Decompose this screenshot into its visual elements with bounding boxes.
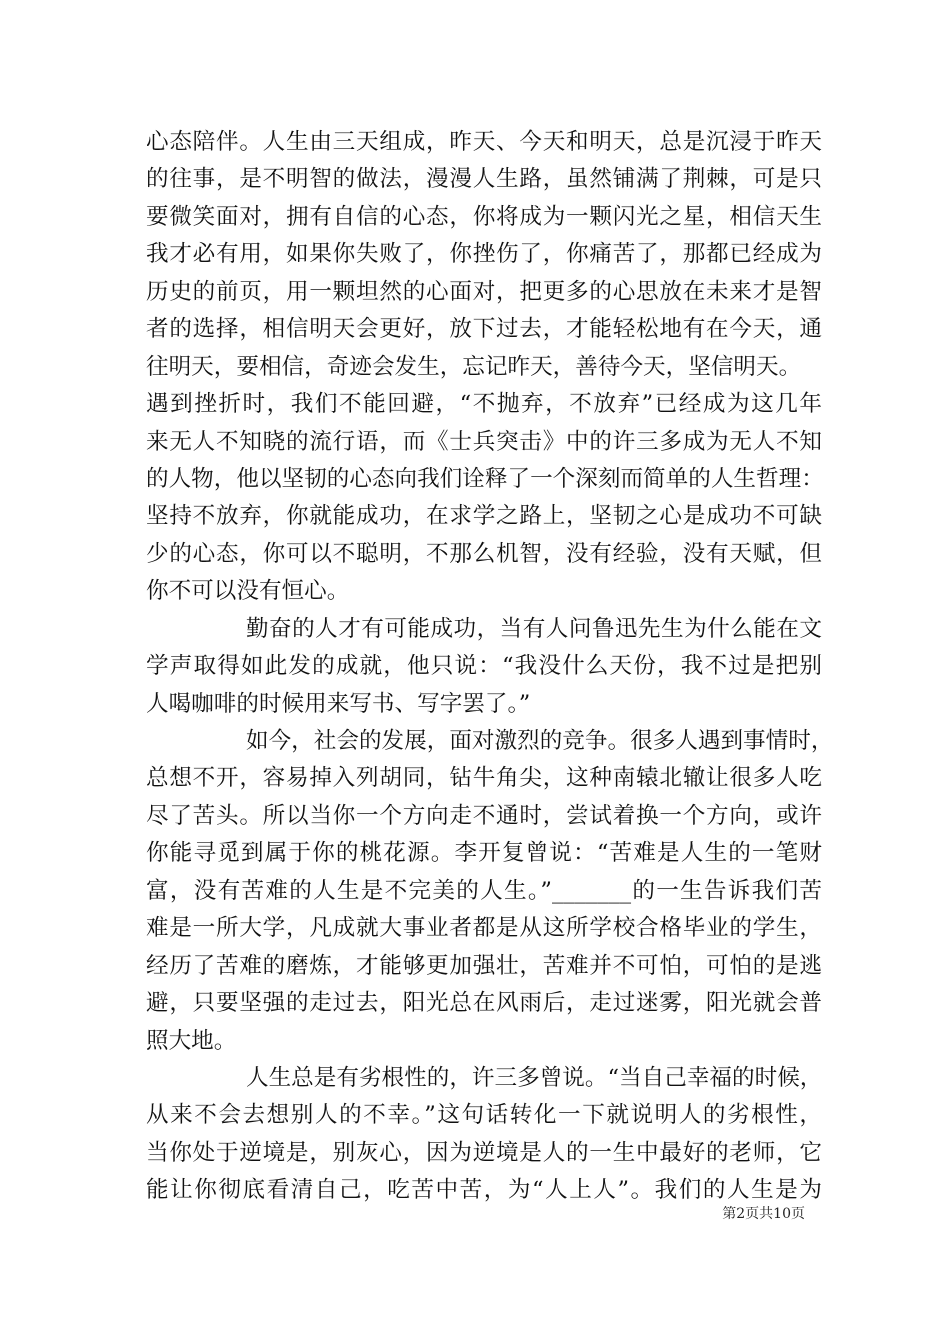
text-line: 要微笑面对，拥有自信的心态，你将成为一颗闪光之星，相信天生 [146,203,822,230]
text-line: 照大地。 [146,1027,237,1054]
text-line: 心态陪伴。人生由三天组成，昨天、今天和明天，总是沉浸于昨天 [146,129,822,155]
page-number-footer: 第2页共10页 [722,1206,805,1222]
text-line: 学声取得如此发的成就，他只说：“我没什么天份，我不过是把别 [146,653,822,680]
text-line: 你能寻觅到属于你的桃花源。李开复曾说：“苦难是人生的一笔财 [146,840,822,867]
text-line: 人喝咖啡的时候用来写书、写字罢了。” [146,690,531,717]
text-line: 能让你彻底看清自己，吃苦中苦，为“人上人”。我们的人生是为 [146,1177,822,1204]
text-line: 来无人不知晓的流行语，而《士兵突击》中的许三多成为无人不知 [146,428,822,455]
text-line: 我才必有用，如果你失败了，你挫伤了，你痛苦了，那都已经成为 [146,241,822,268]
text-line: 避，只要坚强的走过去，阳光总在风雨后，走过迷雾，阳光就会普 [146,990,822,1017]
text-line: 历史的前页，用一颗坦然的心面对，把更多的心思放在未来才是智 [146,278,822,305]
text-line: 你不可以没有恒心。 [146,578,350,605]
body-text [146,124,834,1210]
text-line: 难是一所大学，凡成就大事业者都是从这所学校合格毕业的学生， [146,915,822,942]
text-line: 的人物，他以坚韧的心态向我们诠释了一个深刻而简单的人生哲理： [146,465,824,492]
text-line: 如今，社会的发展，面对激烈的竞争。很多人遇到事情时， [246,728,834,754]
text-line: 当你处于逆境是，别灰心，因为逆境是人的一生中最好的老师，它 [146,1139,822,1166]
text-line: 富，没有苦难的人生是不完美的人生。”_______的一生告诉我们苦 [146,877,822,904]
text-line: 坚持不放弃，你就能成功，在求学之路上，坚韧之心是成功不可缺 [146,503,822,530]
text-line: 总想不开，容易掉入列胡同，钻牛角尖，这种南辕北辙让很多人吃 [146,765,822,792]
text-line: 勤奋的人才有可能成功，当有人问鲁迅先生为什么能在文 [246,615,822,642]
text-line: 人生总是有劣根性的，许三多曾说。“当自己幸福的时候， [246,1064,823,1091]
text-line: 遇到挫折时，我们不能回避，“不抛弃，不放弃”已经成为这几年 [146,391,822,418]
text-line: 的往事，是不明智的做法，漫漫人生路，虽然铺满了荆棘，可是只 [146,166,822,193]
text-line: 往明天，要相信，奇迹会发生，忘记昨天，善待今天，坚信明天。 [146,353,802,380]
text-line: 经历了苦难的磨炼，才能够更加强壮，苦难并不可怕，可怕的是逃 [146,952,822,979]
text-line: 从来不会去想别人的不幸。”这句话转化一下就说明人的劣根性， [146,1102,822,1129]
text-line: 者的选择，相信明天会更好，放下过去，才能轻松地有在今天，通 [146,316,822,343]
text-line: 少的心态，你可以不聪明，不那么机智，没有经验，没有天赋，但 [146,540,822,567]
text-line: 尽了苦头。所以当你一个方向走不通时，尝试着换一个方向，或许 [146,802,822,829]
